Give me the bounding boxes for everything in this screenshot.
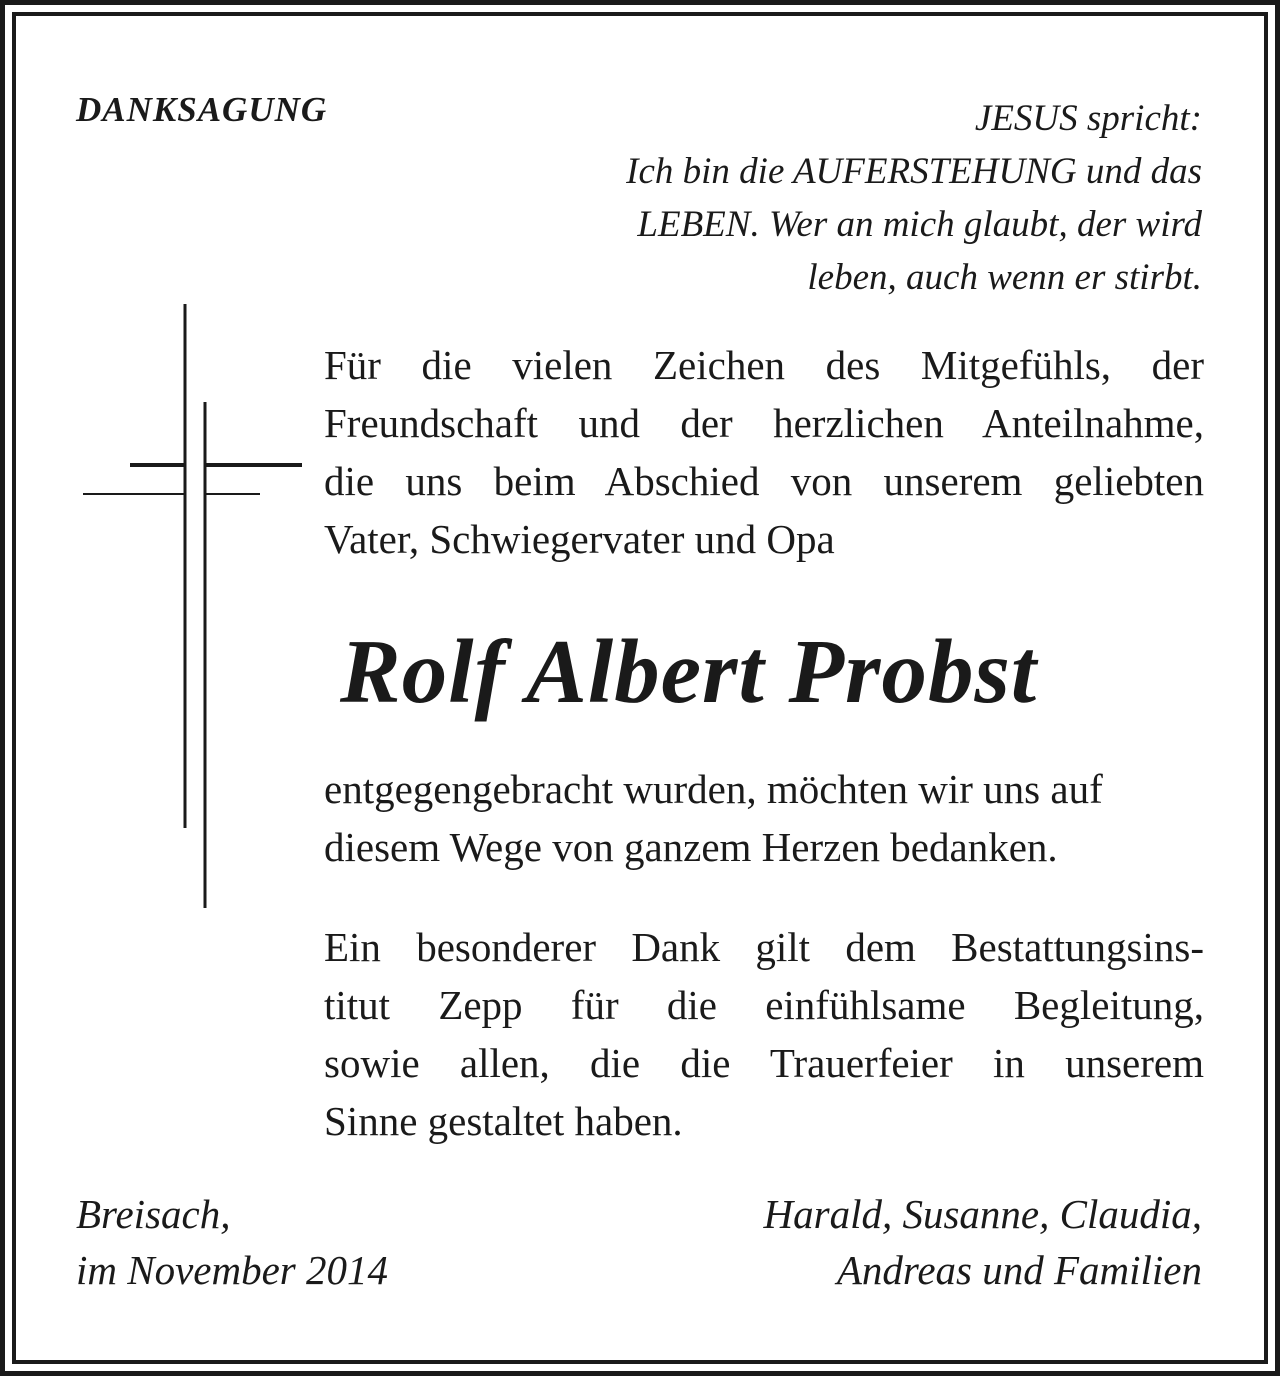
paragraph-line: titut Zepp für die einfühlsame Begleitung, xyxy=(324,982,1204,1028)
signatory-line: Andreas und Familien xyxy=(836,1247,1202,1293)
paragraph-line: Sinne gestaltet haben. xyxy=(324,1098,683,1144)
deceased-name: Rolf Albert Probst xyxy=(340,621,1038,722)
heading-danksagung: DANKSAGUNG xyxy=(76,90,328,129)
paragraph-line: sowie allen, die die Trauerfeier in unserem xyxy=(324,1040,1204,1086)
paragraph-line: die uns beim Abschied von unserem geliebten xyxy=(324,458,1204,504)
place-and-date xyxy=(76,1186,388,1298)
paragraph-line: Ein besonderer Dank gilt dem Bestattungsins- xyxy=(324,924,1204,970)
paragraph-line: Freundschaft und der herzlichen Anteilnahme, xyxy=(324,400,1204,446)
quote-line: leben, auch wenn er stirbt. xyxy=(807,257,1202,298)
signatory-line: Harald, Susanne, Claudia, xyxy=(763,1191,1202,1237)
paragraph-line: Für die vielen Zeichen des Mitgefühls, der xyxy=(324,342,1204,388)
bible-quote xyxy=(482,92,1202,304)
quote-line: Ich bin die AUFERSTEHUNG und das xyxy=(626,151,1202,192)
paragraph-line: diesem Wege von ganzem Herzen bedanken. xyxy=(324,824,1058,870)
quote-line: LEBEN. Wer an mich glaubt, der wird xyxy=(637,204,1202,245)
quote-line: JESUS spricht: xyxy=(974,98,1202,139)
paragraph-thanks xyxy=(324,760,1204,876)
signatories xyxy=(602,1186,1202,1298)
paragraph-special-thanks xyxy=(324,918,1204,1150)
date: im November 2014 xyxy=(76,1247,389,1293)
paragraph-line: entgegengebracht wurden, möchten wir uns auf xyxy=(324,766,1103,812)
paragraph-sympathy xyxy=(324,336,1204,568)
paragraph-line: Vater, Schwiegervater und Opa xyxy=(324,516,835,562)
cross-icon xyxy=(80,300,310,920)
place: Breisach, xyxy=(76,1191,231,1237)
